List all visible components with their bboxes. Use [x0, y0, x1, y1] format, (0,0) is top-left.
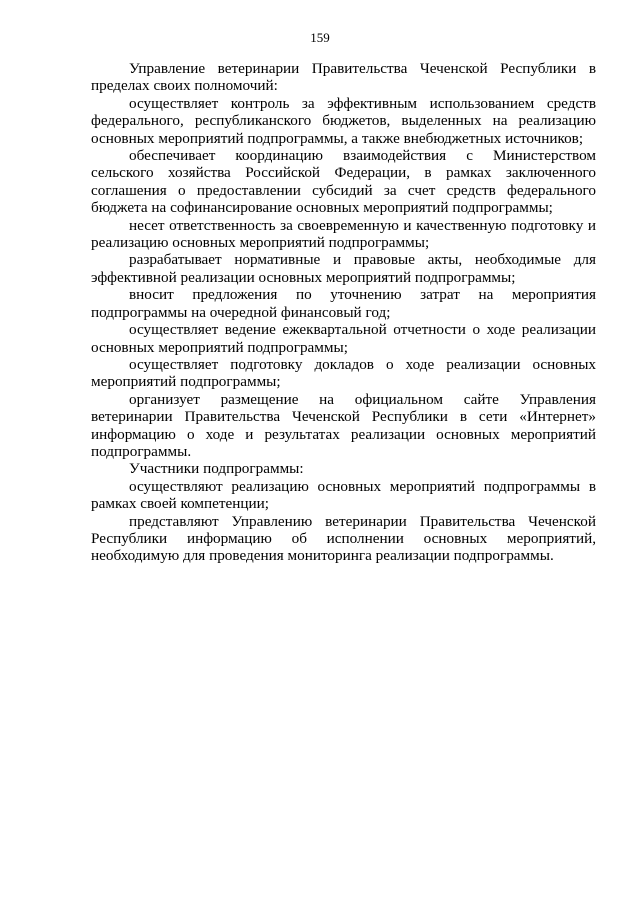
paragraph-responsibility: несет ответственность за своевременную и качественную подготовку и реализацию основных мероприятий подпрограммы;	[91, 216, 596, 252]
page-number: 159	[310, 30, 330, 45]
paragraph-participants-information: представляют Управлению ветеринарии Правительства Чеченской Республики информацию об исполнении основных мероприятий, необходимую для проведения мониторинга реализации подпрограммы.	[91, 512, 596, 565]
paragraph-authority-intro: Управление ветеринарии Правительства Чеченской Республики в пределах своих полномочий:	[91, 60, 596, 95]
paragraph-cost-proposals: вносит предложения по уточнению затрат на мероприятия подпрограммы на очередной финансовый год;	[91, 286, 596, 321]
paragraph-legal-acts: разрабатывает нормативные и правовые акты, необходимые для эффективной реализации основных мероприятий подпрограммы;	[91, 251, 596, 286]
paragraph-coordination-ministry: обеспечивает координацию взаимодействия с Министерством сельского хозяйства Российской Федерации, в рамках заключенного соглашения о предоставлении субсидий за счет средств федерального бюджета на софинансирование основных мероприятий подпрограммы;	[91, 147, 596, 217]
paragraph-reports-preparation: осуществляет подготовку докладов о ходе реализации основных мероприятий подпрограммы;	[91, 355, 596, 391]
document-body	[91, 60, 596, 565]
paragraph-quarterly-reporting: осуществляет ведение ежеквартальной отчетности о ходе реализации основных мероприятий подпрограммы;	[91, 321, 596, 356]
paragraph-participants-implementation: осуществляют реализацию основных мероприятий подпрограммы в рамках своей компетенции;	[91, 477, 596, 513]
paragraph-control-funds: осуществляет контроль за эффективным использованием средств федерального, республиканского бюджетов, выделенных на реализацию основных мероприятий подпрограммы, а также внебюджетных источников;	[91, 94, 596, 147]
paragraph-participants-intro: Участники подпрограммы:	[129, 460, 304, 478]
paragraph-website-publication: организует размещение на официальном сайте Управления ветеринарии Правительства Чеченской Республики в сети «Интернет» информацию о ходе и результатах реализации основных мероприятий подпрограммы.	[91, 390, 596, 460]
